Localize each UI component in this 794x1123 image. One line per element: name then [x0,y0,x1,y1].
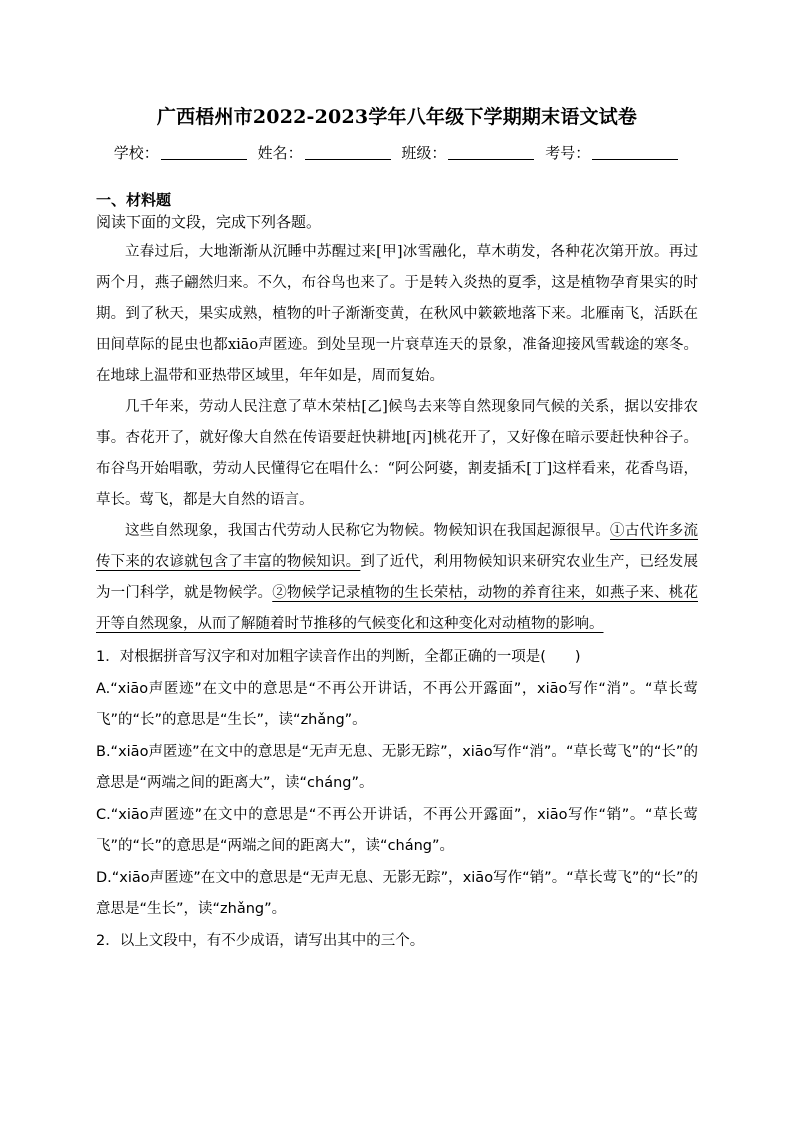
passage-paragraph-3 [96,516,698,640]
section-heading: 一、材料题 [96,191,172,209]
school-label: 学校： [113,144,159,162]
reading-passage [96,237,698,640]
class-blank [448,145,534,160]
exam-number-label: 考号： [545,144,591,162]
passage-paragraph-1: 立春过后，大地渐渐从沉睡中苏醒过来[甲]冰雪融化，草木萌发，各种花次第开放。再过两个月，燕子翩然归来。不久，布谷鸟也来了。于是转入炎热的夏季，这是植物孕育果实的时期。到了秋天，果实成熟，植物的叶子渐渐变黄，在秋风中簌簌地落下来。北雁南飞，活跃在田间草际的昆虫也都xiāo声匿迹。到处呈现一片衰草连天的景象，准备迎接风雪载途的寒冬。在地球上温带和亚热带区域里，年年如是，周而复始。 [96,244,698,384]
passage-p3-middle: 到了近代，利用物候知识来研究农业生产，已经发展为一门科学，就是物候学。 [96,554,698,601]
question-1: 1．对根据拼音写汉字和对加粗字读音作出的判断，全都正确的一项是( ) [96,649,581,665]
underlined-sentence-1: ①古代许多流传下来的农谚就包含了丰富的物候知识。 [96,523,699,570]
questions [96,642,698,957]
question-2: 2．以上文段中，有不少成语，请写出其中的三个。 [96,932,425,949]
option-c: C.“xiāo声匿迹”在文中的意思是“不再公开讲话，不再公开露面”，xiāo写作“销”。“草长莺飞”的“长”的意思是“两端之间的距离大”，读“cháng”。 [96,806,698,854]
passage-p3-text: 这些自然现象，我国古代劳动人民称它为物候。物候知识在我国起源很早。 [125,523,611,539]
exam-number-blank [592,145,678,160]
school-blank [161,145,247,160]
class-label: 班级： [401,144,447,162]
option-b: B.“xiāo声匿迹”在文中的意思是“无声无息、无影无踪”，xiāo写作“消”。“草长莺飞”的“长”的意思是“两端之间的距离大”，读“cháng”。 [96,743,699,791]
exam-title: 广西梧州市2022-2023学年八年级下学期期末语文试卷 [156,106,638,128]
name-label: 姓名： [257,144,303,162]
option-d: D.“xiāo声匿迹”在文中的意思是“无声无息、无影无踪”，xiāo写作“销”。“草长莺飞”的“长”的意思是“生长”，读“zhǎng”。 [96,869,698,917]
option-a: A.“xiāo声匿迹”在文中的意思是“不再公开讲话，不再公开露面”，xiāo写作“消”。“草长莺飞”的“长”的意思是“生长”，读“zhǎng”。 [96,680,698,728]
underlined-sentence-2: ②物候学记录植物的生长荣枯，动物的养育往来，如燕子来、桃花开等自然现象，从而了解随着时节推移的气候变化和这种变化对动植物的影响。 [96,585,698,632]
name-blank [305,145,391,160]
section-prompt: 阅读下面的文段，完成下列各题。 [96,213,322,231]
student-info-line [96,143,698,163]
passage-paragraph-2: 几千年来，劳动人民注意了草木荣枯[乙]候鸟去来等自然现象同气候的关系，据以安排农事。杏花开了，就好像大自然在传语要赶快耕地[丙]桃花开了，又好像在暗示要赶快种谷子。布谷鸟开始唱歌，劳动人民懂得它在唱什么：“阿公阿婆，割麦插禾[丁]这样看来，花香鸟语，草长。莺飞，都是大自然的语言。 [96,399,698,508]
